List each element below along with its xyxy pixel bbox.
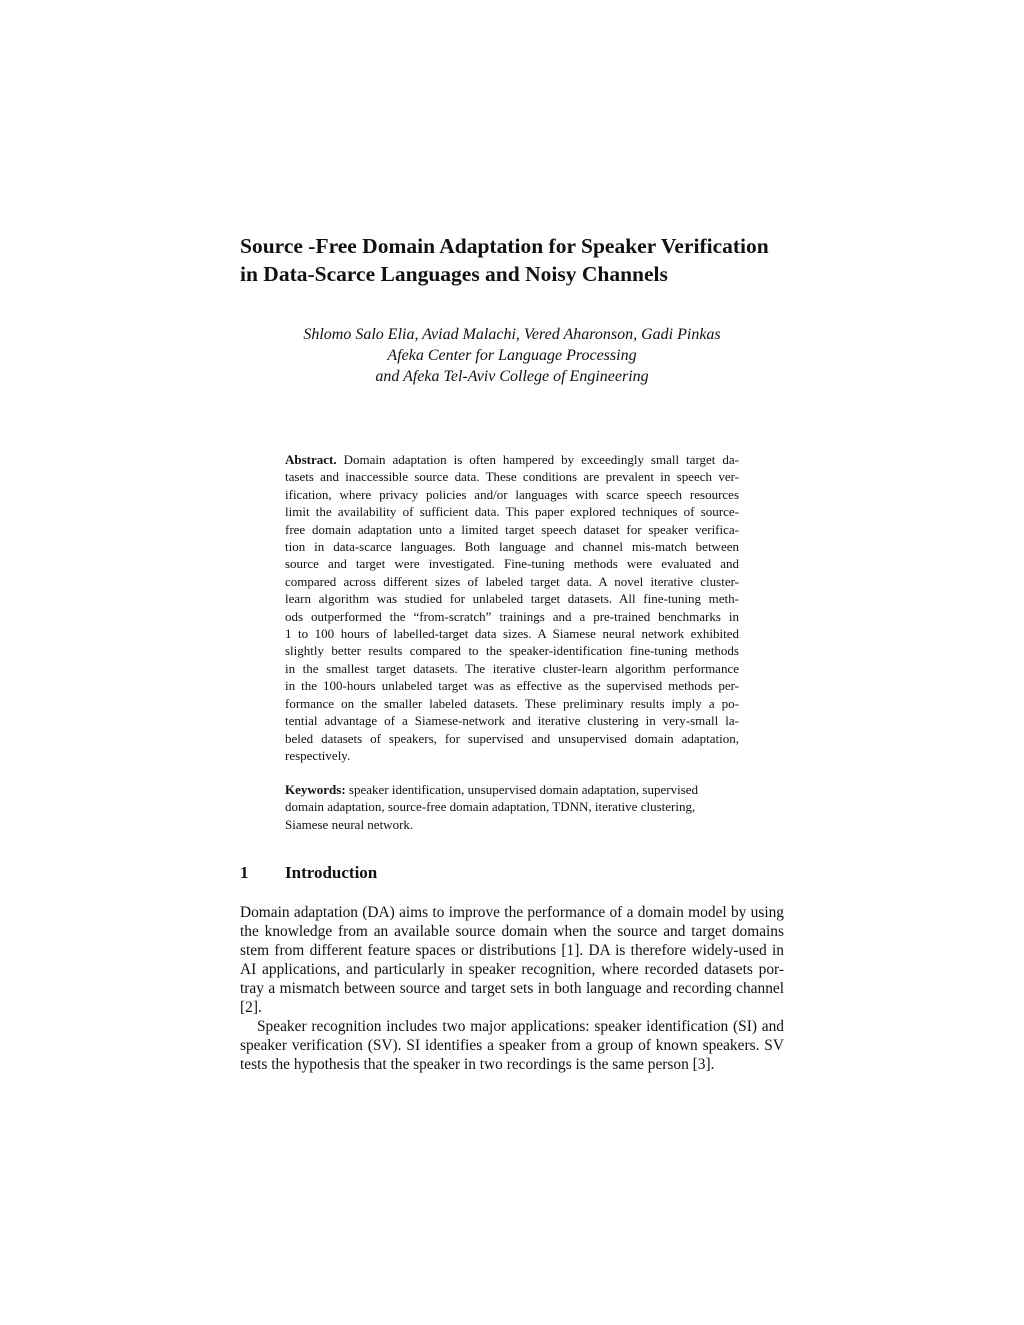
paragraph-line: stem from different feature spaces or distributions [1]. DA is therefore widely-used in bbox=[240, 942, 784, 960]
abstract-line: in the smallest target datasets. The iterative cluster-learn algorithm performance bbox=[285, 660, 739, 676]
author-block bbox=[240, 324, 784, 387]
keywords-text: speaker identification, unsupervised domain adaptation, supervised bbox=[345, 782, 699, 797]
paragraph-line: Speaker recognition includes two major applications: speaker identification (SI) and bbox=[257, 1018, 784, 1035]
paragraph-line: speaker verification (SV). SI identifies a speaker from a group of known speakers. SV bbox=[240, 1037, 784, 1055]
abstract-line: learn algorithm was studied for unlabeled target datasets. All fine-tuning meth- bbox=[285, 591, 739, 607]
abstract-line: respectively. bbox=[285, 747, 351, 763]
section-title: Introduction bbox=[285, 863, 378, 882]
affiliation-line: and Afeka Tel-Aviv College of Engineering bbox=[375, 368, 649, 385]
abstract-line: beled datasets of speakers, for supervised and unsupervised domain adaptation, bbox=[285, 730, 739, 746]
abstract-line: tasets and inaccessible source data. These conditions are prevalent in speech ver- bbox=[285, 469, 739, 485]
keywords-line bbox=[285, 781, 739, 798]
paragraph-line: tray a mismatch between source and target sets in both language and recording channel bbox=[240, 980, 784, 998]
keywords-label: Keywords: bbox=[285, 782, 346, 797]
intro-paragraph bbox=[240, 1017, 784, 1074]
keywords bbox=[285, 781, 739, 833]
section-number: 1 bbox=[240, 863, 249, 882]
title-line: in Data-Scarce Languages and Noisy Channels bbox=[240, 262, 668, 286]
keywords-line: Siamese neural network. bbox=[285, 816, 414, 832]
abstract-line: 1 to 100 hours of labelled-target data sizes. A Siamese neural network exhibited bbox=[285, 626, 739, 642]
keywords-line: domain adaptation, source-free domain adaptation, TDNN, iterative clustering, bbox=[285, 799, 696, 815]
abstract-line: slightly better results compared to the speaker-identification fine-tuning methods bbox=[285, 643, 739, 659]
abstract-line: compared across different sizes of labeled target data. A novel iterative cluster- bbox=[285, 573, 739, 589]
title-line: Source -Free Domain Adaptation for Speaker Verification bbox=[240, 234, 769, 258]
abstract-line: source and target were investigated. Fine-tuning methods were evaluated and bbox=[285, 556, 739, 572]
abstract-line: formance on the smaller labeled datasets. These preliminary results imply a po- bbox=[285, 695, 739, 711]
abstract bbox=[285, 451, 739, 764]
paragraph-line: tests the hypothesis that the speaker in two recordings is the same person [3]. bbox=[240, 1056, 715, 1074]
affiliation-line: Afeka Center for Language Processing bbox=[387, 347, 637, 364]
paragraph-line: [2]. bbox=[240, 999, 262, 1017]
abstract-line bbox=[285, 451, 739, 468]
author-names: Shlomo Salo Elia, Aviad Malachi, Vered Aharonson, Gadi Pinkas bbox=[303, 326, 721, 343]
abstract-line: tion in data-scarce languages. Both language and channel mis-match between bbox=[285, 539, 739, 555]
paragraph-line: the knowledge from an available source domain when the source and target domains bbox=[240, 923, 784, 941]
abstract-label: Abstract. bbox=[285, 452, 337, 467]
paragraph-line: AI applications, and particularly in speaker recognition, where recorded datasets por- bbox=[240, 961, 784, 979]
abstract-line: limit the availability of sufficient data. This paper explored techniques of source- bbox=[285, 504, 739, 520]
section-heading bbox=[240, 862, 377, 884]
abstract-text: Domain adaptation is often hampered by exceedingly small target da- bbox=[336, 452, 739, 467]
abstract-line: ification, where privacy policies and/or languages with scarce speech resources bbox=[285, 486, 739, 502]
intro-paragraph bbox=[240, 903, 784, 1018]
abstract-line: ods outperformed the “from-scratch” trainings and a pre-trained benchmarks in bbox=[285, 608, 739, 624]
paper-title bbox=[240, 232, 800, 288]
abstract-line: in the 100-hours unlabeled target was as effective as the supervised methods per- bbox=[285, 678, 739, 694]
abstract-line: tential advantage of a Siamese-network and iterative clustering in very-small la- bbox=[285, 713, 739, 729]
paragraph-line: Domain adaptation (DA) aims to improve the performance of a domain model by using bbox=[240, 904, 784, 921]
abstract-line: free domain adaptation unto a limited target speech dataset for speaker verifica- bbox=[285, 521, 739, 537]
